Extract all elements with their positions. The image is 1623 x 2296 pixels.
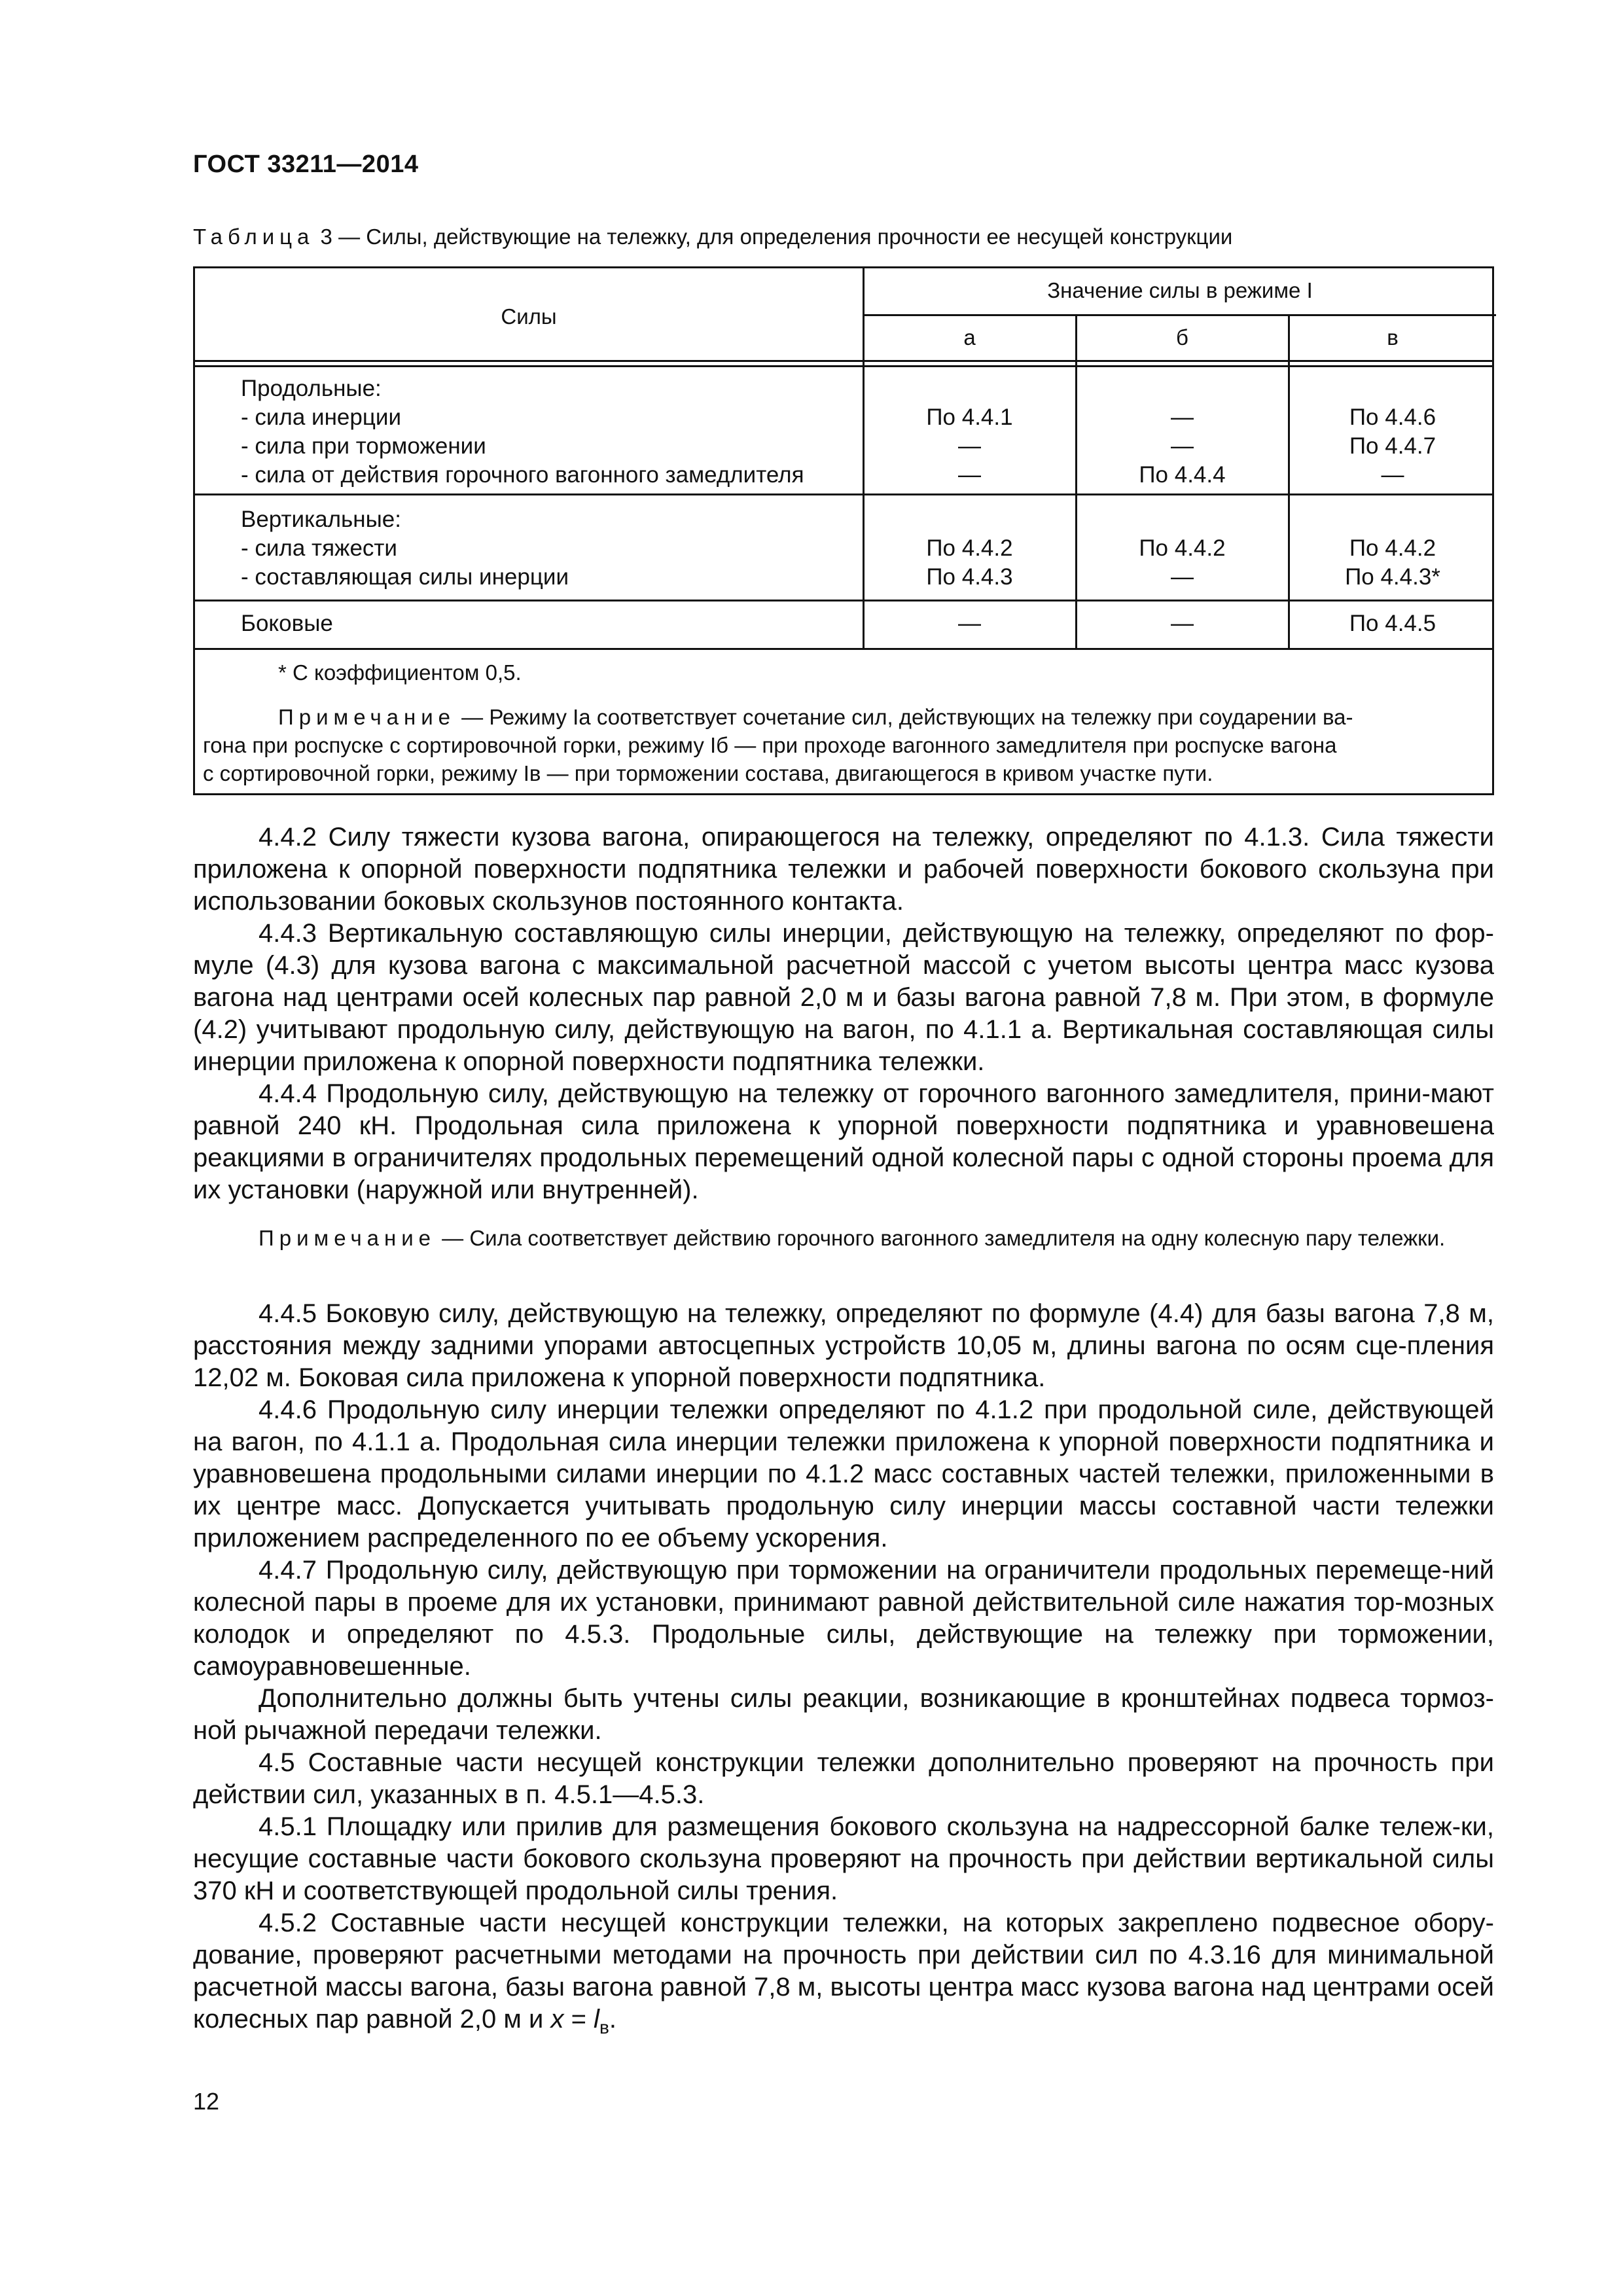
table-note-line-0: — Режиму Iа соответствует сочетание сил, действующих на тележку при соударении ва- bbox=[455, 705, 1353, 729]
table-note-label: Примечание bbox=[278, 705, 456, 729]
paragraph-4-4-7: 4.4.7 Продольную силу, действующую при торможении на ограничители продольных перемеще-ний колесной пары в проеме для их установки, принимают равной действительной силе нажатия тор-мозных колодок и определяют по 4.5.3. Продольные силы, действующие на тележку при торможении, самоуравновешенные. bbox=[193, 1556, 1494, 1681]
table-caption bbox=[193, 224, 1232, 249]
header-sub-a: а bbox=[963, 325, 976, 350]
g1-v-2: — bbox=[1381, 462, 1404, 488]
paragraph-4-5-2 bbox=[193, 1907, 1494, 2043]
g2-a-1: По 4.4.3 bbox=[926, 564, 1013, 590]
paragraph-4-5-2-text: 4.5.2 Составные части несущей конструкции тележки, на которых закреплено подвесное обору-дование, проверяют расчетными методами на прочность при действии сил по 4.3.16 для минимальной расчетной массы вагона, базы вагона равной 7,8 м, высоты центра масс кузова вагона над центрами осей колесных пар равной 2,0 м и bbox=[193, 1909, 1494, 2034]
group1-item: - сила от действия горочного вагонного замедлителя bbox=[241, 462, 804, 488]
header-sub-v: в bbox=[1387, 325, 1399, 350]
g1-a-1: — bbox=[958, 433, 981, 459]
paragraph-4-5-1: 4.5.1 Площадку или прилив для размещения бокового скользуна на надрессорной балке тележ-ки, несущие составные части бокового скользуна проверяют на прочность при действии вертикальной силы 370 кН и соответствующей продольной силы трения. bbox=[193, 1812, 1494, 1905]
paragraph-4-4-5: 4.4.5 Боковую силу, действующую на тележку, определяют по формуле (4.4) для базы вагона 7,8 м, расстояния между задними упорами автосцепных устройств 10,05 м, длины вагона по осям сце-пления 12,02 м. Боковая сила приложена к упорной поверхности подпятника. bbox=[193, 1299, 1494, 1392]
table-note-line-1: гона при роспуске с сортировочной горки, режиму Iб — при проходе вагонного замедлителя при роспуске вагона bbox=[203, 733, 1337, 757]
paragraph-4-4-4: 4.4.4 Продольную силу, действующую на тележку от горочного вагонного замедлителя, прини-мают равной 240 кН. Продольная сила приложена к упорной поверхности подпятника и уравновешена реакциями в ограничителях продольных перемещений одной колесной пары с одной стороны проема для их установки (наружной или внутренней). bbox=[193, 1079, 1494, 1204]
var-x: x bbox=[550, 2005, 564, 2034]
paragraph-4-5: 4.5 Составные части несущей конструкции тележки дополнительно проверяют на прочность при действии сил, указанных в п. 4.5.1—4.5.3. bbox=[193, 1748, 1494, 1809]
header-sub-b: б bbox=[1176, 325, 1188, 350]
body-block-2 bbox=[193, 1298, 1494, 2043]
g1-b-2: По 4.4.4 bbox=[1139, 462, 1226, 488]
group1-title: Продольные: bbox=[241, 376, 382, 401]
header-forces: Силы bbox=[501, 304, 557, 329]
note2-label: Примечание bbox=[259, 1226, 437, 1250]
table-note-line-2: с сортировочной горки, режиму Iв — при торможении состава, двигающегося в кривом участке пути. bbox=[203, 761, 1213, 785]
g1-v-0: По 4.4.6 bbox=[1349, 404, 1436, 430]
table-note-line bbox=[278, 703, 1353, 731]
g3-v: По 4.4.5 bbox=[1349, 611, 1436, 636]
table-caption-text: 3 — Силы, действующие на тележку, для определения прочности ее несущей конструкции bbox=[314, 224, 1233, 249]
group2-item: - составляющая силы инерции bbox=[241, 564, 569, 590]
document-header: ГОСТ 33211—2014 bbox=[193, 151, 419, 178]
paragraph-4-4-2: 4.4.2 Силу тяжести кузова вагона, опирающегося на тележку, определяют по 4.1.3. Сила тяжести приложена к опорной поверхности подпятника тележки и рабочей поверхности бокового скользуна при использовании боковых скользунов постоянного контакта. bbox=[193, 823, 1494, 916]
paragraph-4-4-7-extra: Дополнительно должны быть учтены силы реакции, возникающие в кронштейнах подвеса тормоз-ной рычажной передачи тележки. bbox=[193, 1684, 1494, 1745]
var-l: l bbox=[594, 2005, 599, 2034]
g1-a-2: — bbox=[958, 462, 981, 488]
var-l-subscript: в bbox=[599, 2017, 609, 2037]
paragraph-4-4-3: 4.4.3 Вертикальную составляющую силы инерции, действующую на тележку, определяют по фор-муле (4.3) для кузова вагона с максимальной расчетной массой с учетом высоты центра масс кузова вагона над центрами осей колесных пар равной 2,0 м и базы вагона равной 7,8 м. При этом, в формуле (4.2) учитывают продольную силу, действующую на вагон, по 4.1.1 а. Вертикальная составляющая силы инерции приложена к опорной поверхности подпятника тележки. bbox=[193, 919, 1494, 1076]
g1-a-0: По 4.4.1 bbox=[926, 404, 1013, 430]
equals-sign: = bbox=[563, 2005, 594, 2034]
group1-item: - сила при торможении bbox=[241, 433, 486, 459]
group3-title: Боковые bbox=[241, 611, 333, 636]
paragraph-4-4-6: 4.4.6 Продольную силу инерции тележки определяют по 4.1.2 при продольной силе, действующей на вагон, по 4.1.1 а. Продольная сила инерции тележки приложена к упорной поверхности подпятника и уравновешена продольными силами инерции по 4.1.2 масс составных частей тележки, приложенными в их центре масс. Допускается учитывать продольную силу инерции массы составной части тележки приложением распределенного по ее объему ускорения. bbox=[193, 1395, 1494, 1552]
g2-a-0: По 4.4.2 bbox=[926, 535, 1013, 561]
g1-b-0: — bbox=[1171, 404, 1194, 430]
body-block-1 bbox=[193, 821, 1494, 1206]
header-value: Значение силы в режиме I bbox=[1047, 278, 1313, 302]
g2-v-1: По 4.4.3* bbox=[1345, 564, 1440, 590]
page-number: 12 bbox=[193, 2088, 220, 2115]
g3-a: — bbox=[958, 611, 981, 636]
note-4-4-4 bbox=[193, 1224, 1494, 1252]
g2-b-0: По 4.4.2 bbox=[1139, 535, 1226, 561]
group2-title: Вертикальные: bbox=[241, 507, 401, 532]
paragraph-end-dot: . bbox=[609, 2005, 616, 2034]
group2-item: - сила тяжести bbox=[241, 535, 397, 561]
forces-table bbox=[193, 266, 1494, 795]
g3-b: — bbox=[1171, 611, 1194, 636]
g2-b-1: — bbox=[1171, 564, 1194, 590]
g1-v-1: По 4.4.7 bbox=[1349, 433, 1436, 459]
note2-text: — Сила соответствует действию горочного вагонного замедлителя на одну колесную пару тележки. bbox=[436, 1226, 1446, 1250]
g1-b-1: — bbox=[1171, 433, 1194, 459]
g2-v-0: По 4.4.2 bbox=[1349, 535, 1436, 561]
group1-item: - сила инерции bbox=[241, 404, 401, 430]
table-caption-label: Таблица bbox=[193, 224, 315, 249]
table-footnote: * С коэффициентом 0,5. bbox=[278, 660, 522, 685]
